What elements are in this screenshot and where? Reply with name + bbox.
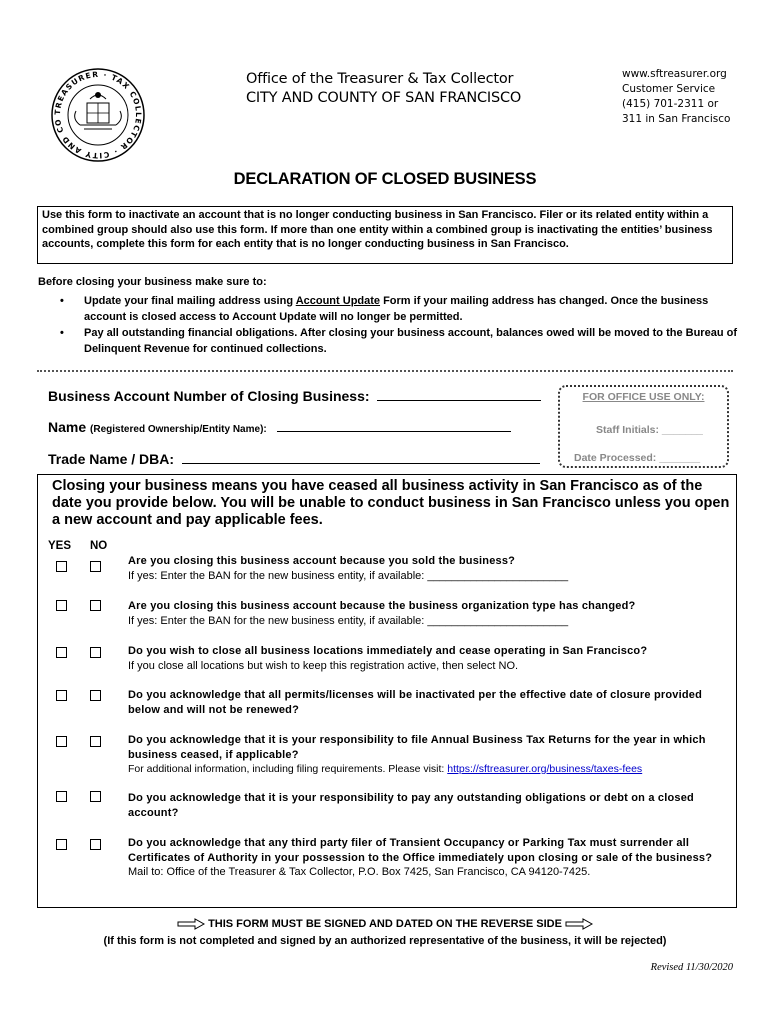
question-text: Do you acknowledge that all permits/licenses will be inactivated per the effective date of closure provided below and will not be renewed? bbox=[128, 689, 702, 716]
customer-service-label: Customer Service bbox=[622, 83, 716, 95]
question-note: If yes: Enter the BAN for the new business entity, if available: _______________________ bbox=[128, 569, 569, 582]
office-use-heading: FOR OFFICE USE ONLY: bbox=[582, 391, 705, 403]
dba-input[interactable] bbox=[182, 452, 540, 464]
question-text: Do you acknowledge that it is your responsibility to file Annual Business Tax Returns for the year in which business ceased, if applicable? bbox=[128, 734, 706, 761]
q4-no-checkbox[interactable] bbox=[90, 690, 101, 701]
q2-no-checkbox[interactable] bbox=[90, 600, 101, 611]
signature-notice bbox=[0, 918, 770, 930]
question-text: Do you wish to close all business locations immediately and cease operating in San Francisco? bbox=[128, 645, 648, 657]
ban-input[interactable] bbox=[377, 389, 541, 401]
signature-notice-text: THIS FORM MUST BE SIGNED AND DATED ON THE REVERSE SIDE bbox=[208, 918, 562, 930]
office-line-2: CITY AND COUNTY OF SAN FRANCISCO bbox=[246, 90, 522, 106]
right-arrow-icon bbox=[565, 918, 593, 930]
phone-text: (415) 701-2311 or bbox=[622, 98, 719, 110]
website-text: www.sftreasurer.org bbox=[622, 68, 727, 80]
dba-field bbox=[48, 451, 540, 467]
q2-yes-checkbox[interactable] bbox=[56, 600, 67, 611]
date-processed: Date Processed: _______ bbox=[574, 452, 701, 464]
svg-text:TREASURER · TAX COLLECTOR · CI: TREASURER · TAX COLLECTOR · CITY AND CO bbox=[52, 69, 144, 161]
phone-311-text: 311 in San Francisco bbox=[622, 113, 731, 125]
q4-yes-checkbox[interactable] bbox=[56, 690, 67, 701]
bullet-icon: • bbox=[60, 295, 64, 307]
question-note: If you close all locations but wish to keep this registration active, then select NO. bbox=[128, 659, 519, 672]
right-arrow-icon bbox=[177, 918, 205, 930]
q1-no-checkbox[interactable] bbox=[90, 561, 101, 572]
account-update-link[interactable]: Account Update bbox=[295, 295, 381, 307]
before-closing-heading: Before closing your business make sure to: bbox=[38, 276, 267, 288]
office-use-box bbox=[558, 385, 729, 468]
taxes-fees-link[interactable]: https://sftreasurer.org/business/taxes-fees bbox=[447, 763, 643, 775]
q6-yes-checkbox[interactable] bbox=[56, 791, 67, 802]
question-text: Are you closing this business account because the business organization type has changed? bbox=[128, 600, 636, 612]
office-name bbox=[246, 70, 521, 108]
revision-date: Revised 11/30/2020 bbox=[650, 962, 733, 973]
closing-statement: Closing your business means you have ceased all business activity in San Francisco as of the date you provide below. You will be unable to conduct business in San Francisco unless you open a new account and pay applicable fees. bbox=[52, 478, 730, 528]
question-text: Are you closing this business account because you sold the business? bbox=[128, 555, 516, 567]
form-title: DECLARATION OF CLOSED BUSINESS bbox=[233, 170, 537, 188]
q5-yes-checkbox[interactable] bbox=[56, 736, 67, 747]
staff-initials: Staff Initials: _______ bbox=[596, 424, 703, 436]
rejection-notice: (If this form is not completed and signed by an authorized representative of the business, it will be rejected) bbox=[103, 935, 667, 947]
question-note: For additional information, including filing requirements. Please visit: https://sftreasurer.org/business/taxes-fees bbox=[128, 763, 643, 775]
name-label: Name bbox=[48, 419, 87, 435]
q6-no-checkbox[interactable] bbox=[90, 791, 101, 802]
contact-info bbox=[622, 67, 730, 127]
question-5 bbox=[128, 733, 732, 777]
q3-yes-checkbox[interactable] bbox=[56, 647, 67, 658]
bullet-text: Pay all outstanding financial obligations. After closing your business account, balances owed will be moved to the Bureau of Delinquent Revenue for continued collections. bbox=[84, 327, 737, 355]
dba-label: Trade Name / DBA: bbox=[48, 451, 175, 467]
bullet-icon: • bbox=[60, 327, 64, 339]
office-line-1: Office of the Treasurer & Tax Collector bbox=[246, 71, 514, 87]
question-2 bbox=[128, 599, 732, 628]
q1-yes-checkbox[interactable] bbox=[56, 561, 67, 572]
question-text: Do you acknowledge that any third party filer of Transient Occupancy or Parking Tax must surrender all Certificates of Authority in your possession to the Office immediately upon closing or sale of the business? bbox=[128, 837, 713, 864]
question-text: Do you acknowledge that it is your responsibility to pay any outstanding obligations or debt on a closed account? bbox=[128, 792, 694, 819]
intro-box: Use this form to inactivate an account that is no longer conducting business in San Francisco. Filer or its related entity within a combined group should also use this form. If more than one entity within a combined group is inactivating the entities’ business accounts, complete this form for each entity that is no longer conducting business in San Francisco. bbox=[37, 206, 733, 264]
city-seal bbox=[50, 67, 146, 163]
yes-column-header: YES bbox=[48, 540, 72, 552]
before-closing-list bbox=[60, 293, 740, 357]
list-item bbox=[60, 325, 740, 357]
question-4 bbox=[128, 688, 732, 717]
question-6 bbox=[128, 791, 732, 820]
question-note: Mail to: Office of the Treasurer & Tax Collector, P.O. Box 7425, San Francisco, CA 94120-7425. bbox=[128, 866, 591, 878]
question-7 bbox=[128, 836, 732, 880]
q5-no-checkbox[interactable] bbox=[90, 736, 101, 747]
q3-no-checkbox[interactable] bbox=[90, 647, 101, 658]
q7-no-checkbox[interactable] bbox=[90, 839, 101, 850]
ban-label: Business Account Number of Closing Business: bbox=[48, 388, 370, 404]
question-note: If yes: Enter the BAN for the new business entity, if available: _______________________ bbox=[128, 614, 569, 627]
name-field bbox=[48, 419, 511, 435]
list-item bbox=[60, 293, 740, 325]
divider bbox=[37, 370, 733, 372]
question-3 bbox=[128, 644, 732, 673]
ban-field bbox=[48, 388, 541, 404]
question-1 bbox=[128, 554, 732, 583]
bullet-text: Update your final mailing address using Account Update Form if your mailing address has changed. Once the business account is closed access to Account Update will no longer be permitted. bbox=[84, 295, 709, 323]
name-sublabel: (Registered Ownership/Entity Name): bbox=[90, 424, 267, 435]
no-column-header: NO bbox=[90, 540, 108, 552]
name-input[interactable] bbox=[277, 420, 511, 432]
q7-yes-checkbox[interactable] bbox=[56, 839, 67, 850]
